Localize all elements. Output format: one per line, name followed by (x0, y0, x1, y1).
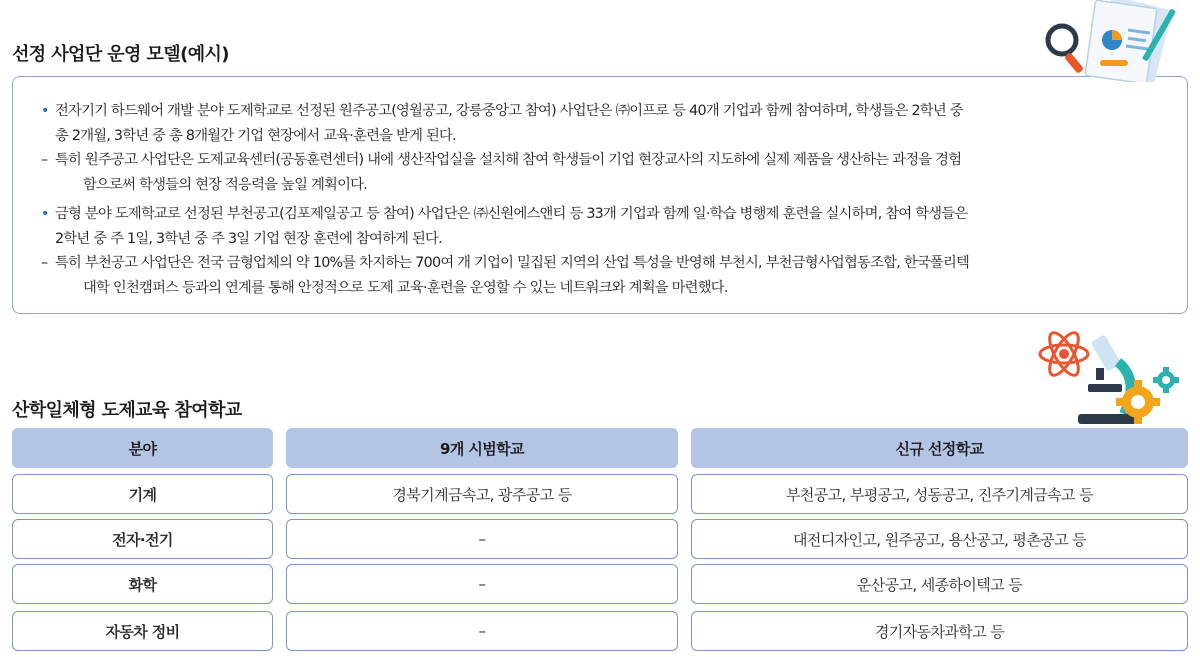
dash-icon: – (41, 255, 48, 271)
table-header-new-schools: 신규 선정학교 (691, 428, 1188, 468)
table-row-field: 화학 (12, 564, 273, 604)
bullet-icon: • (41, 103, 49, 119)
paragraph-1-line-1: • 전자기기 하드웨어 개발 분야 도제학교로 선정된 원주공고(영월공고, 강릉중앙고 참여) 사업단은 ㈜이프로 등 40개 기업과 함께 참여하며, 학생들은 2학년 중 (41, 99, 1181, 124)
section-title-participating-schools: 산학일체형 도제교육 참여학교 (12, 400, 242, 421)
paragraph-2-sub-line-2: 대학 인천캠퍼스 등과의 연계를 통해 안정적으로 도제 교육·훈련을 운영할 수 있는 네트워크와 계획을 마련했다. (83, 279, 728, 296)
table-row-new: 운산공고, 세종하이텍고 등 (691, 564, 1188, 604)
paragraph-1-sub-line-2: 함으로써 학생들의 현장 적응력을 높일 계획이다. (83, 176, 367, 193)
table-row-new: 대전디자인고, 원주공고, 용산공고, 평촌공고 등 (691, 519, 1188, 559)
table-header-pilot-schools: 9개 시범학교 (286, 428, 678, 468)
paragraph-2-line-2: 2학년 중 주 1일, 3학년 중 주 3일 기업 현장 훈련에 참여하게 된다. (55, 230, 442, 247)
document-chart-magnifier-icon (1040, 0, 1185, 82)
table-row-pilot: – (286, 611, 678, 651)
operation-model-box (12, 76, 1188, 314)
table-row-pilot: – (286, 519, 678, 559)
table-row-new: 경기자동차과학고 등 (691, 611, 1188, 651)
table-row-new: 부천공고, 부평공고, 성동공고, 진주기계금속고 등 (691, 474, 1188, 514)
bullet-icon: • (41, 206, 49, 222)
dash-icon: – (41, 152, 48, 168)
paragraph-1-sub-line-1: – 특히 원주공고 사업단은 도제교육센터(공동훈련센터) 내에 생산작업실을 설치해 참여 학생들이 기업 현장교사의 지도하에 실제 제품을 생산하는 과정을 경험 (41, 148, 1181, 173)
table-row-pilot: – (286, 564, 678, 604)
table-row-field: 자동차 정비 (12, 611, 273, 651)
paragraph-1-line-2: 총 2개월, 3학년 중 총 8개월간 기업 현장에서 교육·훈련을 받게 된다. (55, 127, 456, 144)
table-row-field: 전자·전기 (12, 519, 273, 559)
table-row-pilot: 경북기계금속고, 광주공고 등 (286, 474, 678, 514)
operation-model-paragraphs (41, 99, 1181, 300)
paragraph-2-sub-line-1: – 특히 부천공고 사업단은 전국 금형업체의 약 10%를 차지하는 700여 개 기업이 밀집된 지역의 산업 특성을 반영해 부천시, 부천금형사업협동조합, 한국폴리텍 (41, 251, 1181, 276)
table-row-field: 기계 (12, 474, 273, 514)
table-header-field: 분야 (12, 428, 273, 468)
science-atom-microscope-gear-icon (1038, 322, 1188, 432)
section-title-operation-model: 선정 사업단 운영 모델(예시) (12, 44, 229, 65)
paragraph-2-line-1: • 금형 분야 도제학교로 선정된 부천공고(김포제일공고 등 참여) 사업단은 ㈜신원에스앤티 등 33개 기업과 함께 일·학습 병행제 훈련을 실시하며, 참여 학생들은 (41, 202, 1181, 227)
